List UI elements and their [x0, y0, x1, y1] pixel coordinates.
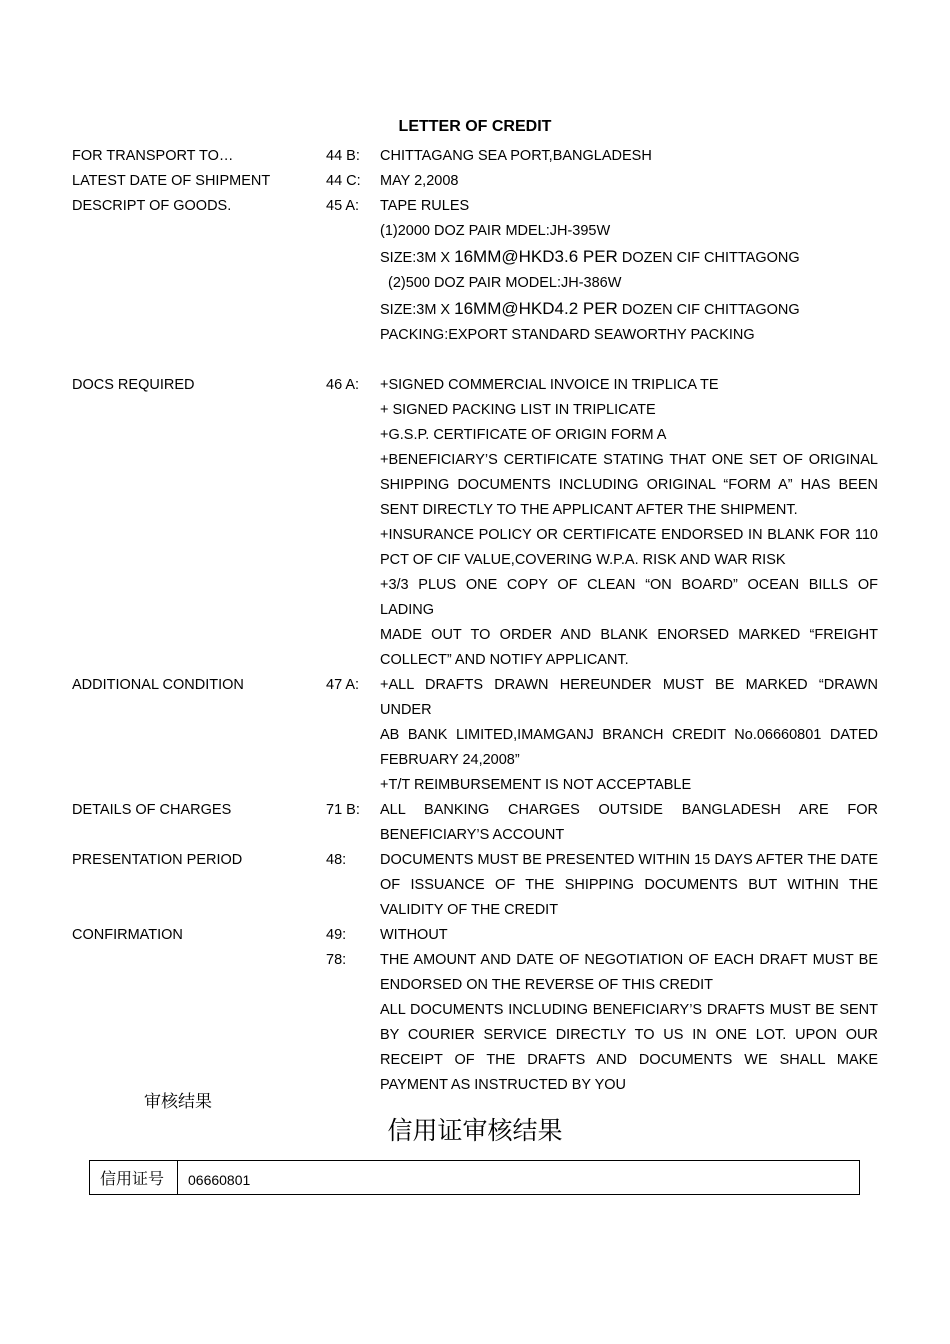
field-instructions	[72, 948, 878, 1098]
field-tag: 48:	[326, 852, 347, 868]
goods-size: SIZE:3M X	[380, 302, 455, 318]
docs-line: MADE OUT TO ORDER AND BLANK ENORSED MARKED “FREIGHT	[380, 627, 878, 643]
docs-line: +BENEFICIARY’S CERTIFICATE STATING THAT ONE SET OF ORIGINAL	[380, 452, 878, 468]
credit-number-label: 信用证号	[90, 1161, 178, 1194]
goods-price: 16MM@HKD3.6 PER	[454, 247, 618, 266]
goods-line: (2)500 DOZ PAIR MODEL:JH-386W	[388, 275, 622, 291]
docs-line: +3/3 PLUS ONE COPY OF CLEAN “ON BOARD” OCEAN BILLS OF LADING	[380, 577, 878, 618]
goods-line	[380, 296, 878, 323]
instruction-line: THE AMOUNT AND DATE OF NEGOTIATION OF EACH DRAFT MUST BE	[380, 952, 878, 968]
goods-line: PACKING:EXPORT STANDARD SEAWORTHY PACKING	[380, 327, 755, 343]
field-confirmation	[72, 923, 878, 948]
field-label: FOR TRANSPORT TO…	[72, 148, 234, 164]
field-shipment	[72, 169, 878, 194]
field-tag: 44 B:	[326, 148, 360, 164]
docs-line: SHIPPING DOCUMENTS INCLUDING ORIGINAL “FORM A” HAS BEEN	[380, 477, 878, 493]
goods-price: 16MM@HKD4.2 PER	[454, 299, 618, 318]
condition-line: +T/T REIMBURSEMENT IS NOT ACCEPTABLE	[380, 777, 692, 793]
presentation-line: OF ISSUANCE OF THE SHIPPING DOCUMENTS BUT WITHIN THE	[380, 877, 878, 893]
document-title: LETTER OF CREDIT	[398, 118, 552, 135]
field-label: ADDITIONAL CONDITION	[72, 677, 244, 693]
docs-line: COLLECT” AND NOTIFY APPLICANT.	[380, 652, 629, 668]
field-label: LATEST DATE OF SHIPMENT	[72, 173, 271, 189]
field-value: MAY 2,2008	[380, 173, 459, 189]
field-additional	[72, 673, 878, 798]
charges-line: ALL BANKING CHARGES OUTSIDE BANGLADESH ARE FOR	[380, 802, 878, 818]
goods-terms: DOZEN CIF CHITTAGONG	[617, 302, 800, 318]
instruction-line: RECEIPT OF THE DRAFTS AND DOCUMENTS WE SHALL MAKE	[380, 1052, 878, 1068]
field-label: PRESENTATION PERIOD	[72, 852, 243, 868]
field-value: WITHOUT	[380, 927, 448, 943]
letter-of-credit-body	[72, 144, 878, 1098]
goods-line: (1)2000 DOZ PAIR MDEL:JH-395W	[380, 223, 611, 239]
field-tag: 49:	[326, 927, 347, 943]
field-tag: 45 A:	[326, 198, 360, 214]
instruction-line: PAYMENT AS INSTRUCTED BY YOU	[380, 1077, 627, 1093]
field-presentation	[72, 848, 878, 923]
field-label: DOCS REQUIRED	[72, 377, 195, 393]
goods-size: SIZE:3M X	[380, 250, 455, 266]
spacer	[72, 348, 878, 373]
docs-line: +G.S.P. CERTIFICATE OF ORIGIN FORM A	[380, 427, 667, 443]
field-tag: 47 A:	[326, 677, 360, 693]
instruction-line: BY COURIER SERVICE DIRECTLY TO US IN ONE LOT. UPON OUR	[380, 1027, 878, 1043]
instruction-line: ENDORSED ON THE REVERSE OF THIS CREDIT	[380, 977, 714, 993]
field-label: DETAILS OF CHARGES	[72, 802, 232, 818]
review-heading: 审核结果	[144, 1092, 212, 1112]
field-label: DESCRIPT OF GOODS.	[72, 198, 232, 214]
review-title: 信用证审核结果	[387, 1116, 563, 1145]
presentation-line: VALIDITY OF THE CREDIT	[380, 902, 559, 918]
credit-number-value: 06660801	[188, 1171, 251, 1188]
goods-line: TAPE RULES	[380, 198, 470, 214]
review-table	[89, 1160, 860, 1195]
docs-line: +INSURANCE POLICY OR CERTIFICATE ENDORSED IN BLANK FOR 110	[380, 527, 878, 543]
docs-line: +SIGNED COMMERCIAL INVOICE IN TRIPLICA TE	[380, 377, 719, 393]
instruction-line: ALL DOCUMENTS INCLUDING BENEFICIARY’S DRAFTS MUST BE SENT	[380, 1002, 878, 1018]
field-transport	[72, 144, 878, 169]
goods-terms: DOZEN CIF CHITTAGONG	[617, 250, 800, 266]
condition-line: +ALL DRAFTS DRAWN HEREUNDER MUST BE MARKED “DRAWN UNDER	[380, 677, 878, 718]
field-goods	[72, 194, 878, 348]
field-tag: 78:	[326, 952, 347, 968]
condition-line: AB BANK LIMITED,IMAMGANJ BRANCH CREDIT No.06660801 DATED	[380, 727, 878, 743]
charges-line: BENEFICIARY’S ACCOUNT	[380, 827, 565, 843]
docs-line: + SIGNED PACKING LIST IN TRIPLICATE	[380, 402, 656, 418]
docs-line: PCT OF CIF VALUE,COVERING W.P.A. RISK AND WAR RISK	[380, 552, 786, 568]
field-tag: 46 A:	[326, 377, 360, 393]
field-charges	[72, 798, 878, 848]
goods-line	[380, 244, 878, 271]
docs-line: SENT DIRECTLY TO THE APPLICANT AFTER THE SHIPMENT.	[380, 502, 798, 518]
field-docs	[72, 373, 878, 673]
condition-line: FEBRUARY 24,2008”	[380, 752, 520, 768]
presentation-line: DOCUMENTS MUST BE PRESENTED WITHIN 15 DAYS AFTER THE DATE	[380, 852, 878, 868]
field-label: CONFIRMATION	[72, 927, 183, 943]
field-value: CHITTAGANG SEA PORT,BANGLADESH	[380, 148, 652, 164]
field-tag: 44 C:	[326, 173, 361, 189]
field-tag: 71 B:	[326, 802, 360, 818]
